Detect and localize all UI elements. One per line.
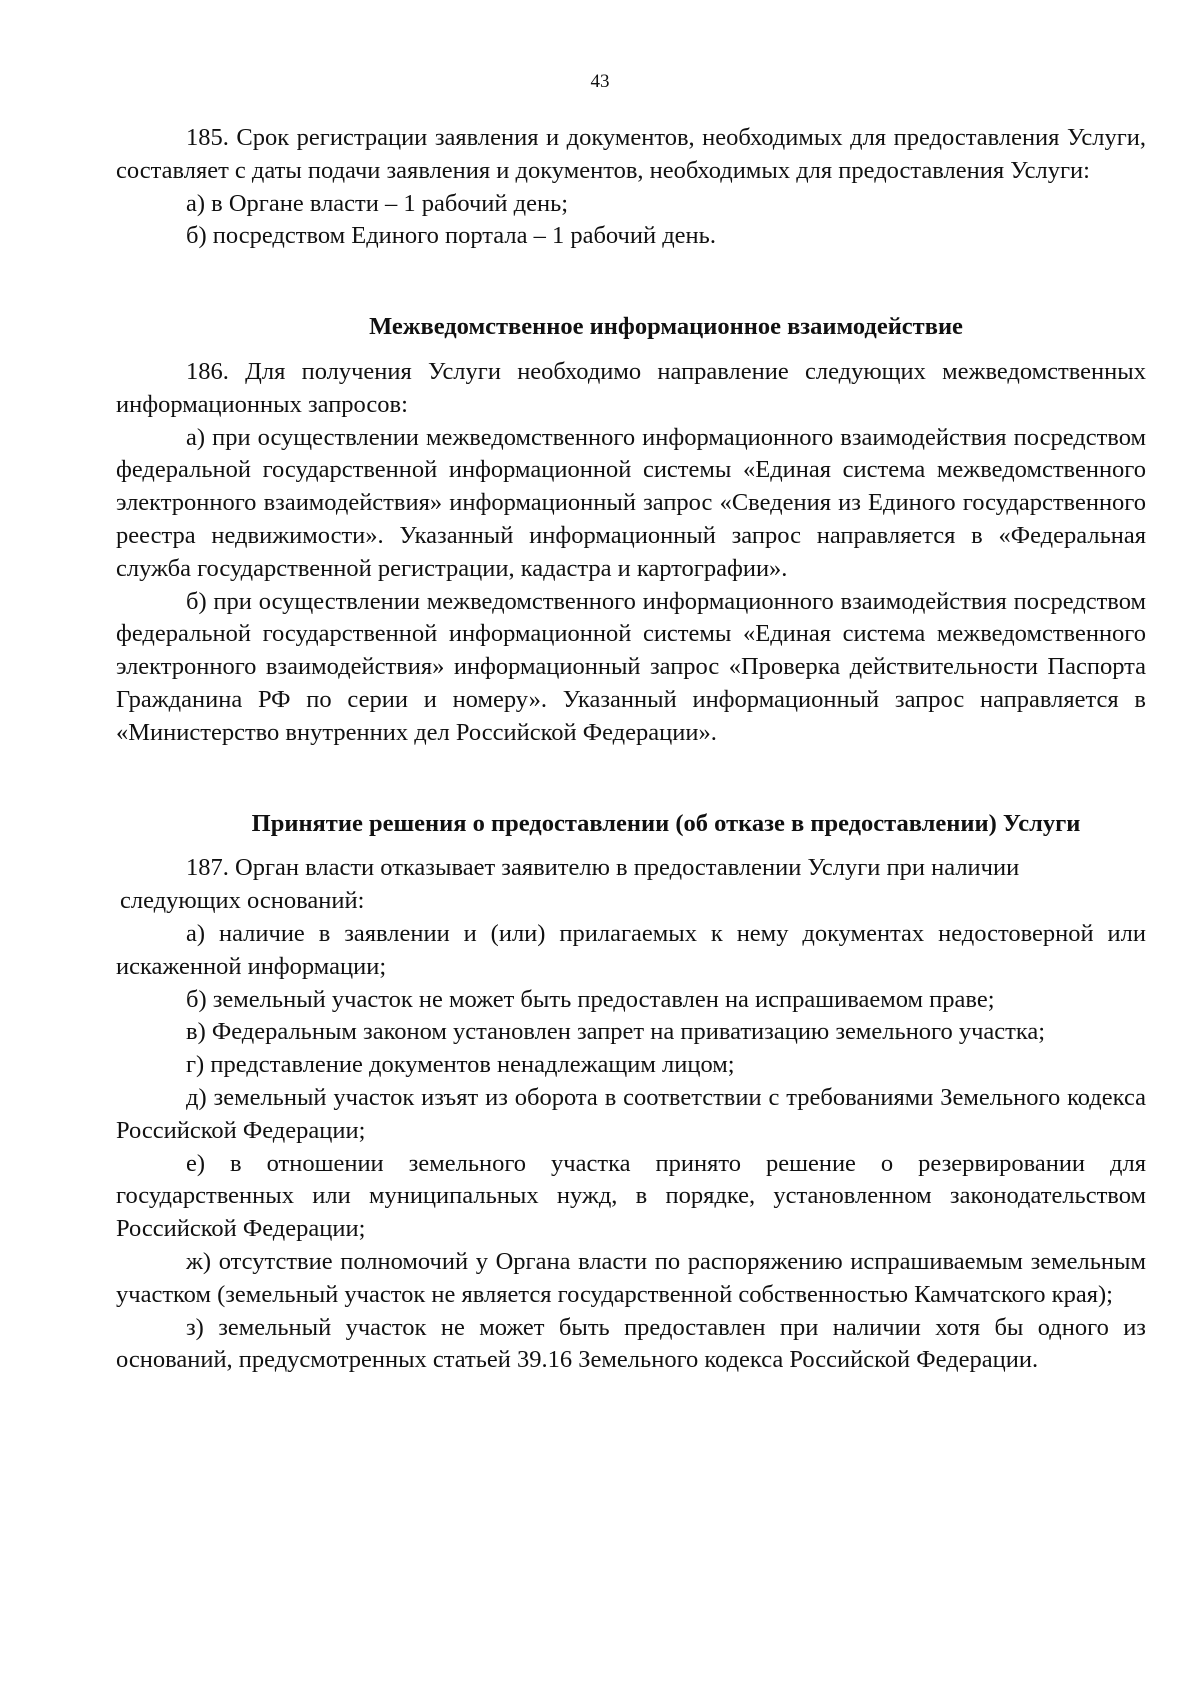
- paragraph-185-item-b: б) посредством Единого портала – 1 рабочий день.: [186, 222, 716, 250]
- paragraph-187-item-a: а) наличие в заявлении и (или) прилагаемых к нему документах недостоверной или искаженной информации;: [116, 919, 1146, 980]
- paragraph-187-item-e: е) в отношении земельного участка принято решение о резервировании для государственных или муниципальных нужд, в порядке, установленном законодательством Российской Федерации;: [116, 1149, 1146, 1243]
- paragraph-186-item-b: б) при осуществлении межведомственного информационного взаимодействия посредством федеральной государственной информационной системы «Единая система межведомственного электронного взаимодействия» информационный запрос «Проверка действительности Паспорта Гражданина РФ по серии и номеру». Указанный информационный запрос направляется в «Министерство внутренних дел Российской Федерации».: [116, 587, 1146, 746]
- document-body: [116, 122, 1146, 1377]
- spacer: [116, 253, 1146, 311]
- paragraph-187-item-b: б) земельный участок не может быть предоставлен на испрашиваемом праве;: [186, 985, 995, 1013]
- paragraph-186-intro: 186. Для получения Услуги необходимо направление следующих межведомственных информационных запросов:: [116, 357, 1146, 418]
- paragraph-185-item-a: а) в Органе власти – 1 рабочий день;: [186, 189, 569, 217]
- paragraph-187-item-z: з) земельный участок не может быть предоставлен при наличии хотя бы одного из оснований, предусмотренных статьей 39.16 Земельного кодекса Российской Федерации.: [116, 1313, 1146, 1374]
- page-number: 43: [590, 71, 610, 92]
- spacer: [116, 840, 1146, 852]
- paragraph-186-item-a: а) при осуществлении межведомственного информационного взаимодействия посредством федеральной государственной информационной системы «Единая система межведомственного электронного взаимодействия» информационный запрос «Сведения из Единого государственного реестра недвижимости». Указанный информационный запрос направляется в «Федеральная служба государственной регистрации, кадастра и картографии».: [116, 423, 1146, 582]
- heading-interagency: Межведомственное информационное взаимодействие: [369, 313, 963, 341]
- paragraph-187-intro: 187. Орган власти отказывает заявителю в предоставлении Услуги при наличии: [186, 854, 1020, 882]
- paragraph-187-intro-tail: следующих оснований:: [120, 887, 365, 915]
- paragraph-187-item-g: г) представление документов ненадлежащим лицом;: [186, 1051, 735, 1079]
- spacer: [116, 344, 1146, 356]
- paragraph-187-item-v: в) Федеральным законом установлен запрет на приватизацию земельного участка;: [186, 1018, 1046, 1046]
- heading-decision: Принятие решения о предоставлении (об отказе в предоставлении) Услуги: [251, 809, 1081, 837]
- paragraph-185-intro: 185. Срок регистрации заявления и документов, необходимых для предоставления Услуги, составляет с даты подачи заявления и документов, необходимых для предоставления Услуги:: [116, 124, 1146, 184]
- paragraph-187-item-zh: ж) отсутствие полномочий у Органа власти по распоряжению испрашиваемым земельным участком (земельный участок не является государственной собственностью Камчатского края);: [116, 1247, 1146, 1308]
- spacer: [116, 750, 1146, 808]
- paragraph-187-item-d: д) земельный участок изъят из оборота в соответствии с требованиями Земельного кодекса Российской Федерации;: [116, 1083, 1146, 1144]
